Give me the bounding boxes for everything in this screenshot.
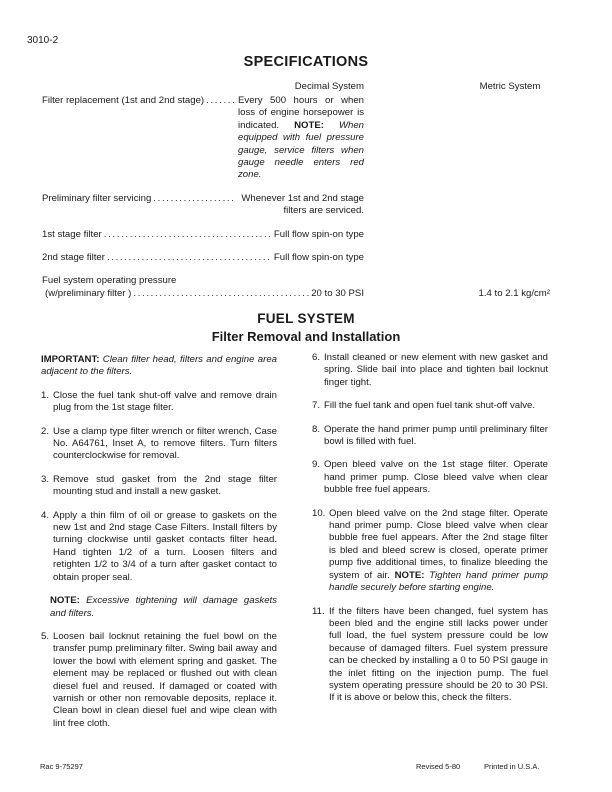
- step-5: 5. Loosen bail locknut retaining the fuel bowl on the transfer pump preliminary filter. Swing bail away and lower the bowl with element spring and gasket. The element may be replaced or flushed out with clean diesel fuel and reused. If damaged or coated with varnish or other non removable deposits, replace it. Clean bowl in clean diesel fuel and wipe clean with lint free cloth.: [41, 630, 277, 729]
- fuel-system-subtitle: Filter Removal and Installation: [211, 329, 401, 344]
- step-4: 4. Apply a thin film of oil or grease to gaskets on the new 1st and 2nd stage Case Filters. Install filters by turning clockwise until gasket contacts filter head. Hand tighten 1/2 of a turn. Loosen filters and retighten 1/2 to 3/4 of a turn after gasket contact to obtain proper seal.: [41, 509, 277, 583]
- spec-row-preliminary-filter: [42, 193, 364, 218]
- spec-value: Whenever 1st and 2nd stage filters are serviced.: [241, 192, 364, 217]
- step-10: 10. Open bleed valve on the 2nd stage filter. Operate hand primer pump. Close bleed valve when clear bubble free fuel appears. After the 2nd stage filter is bled and bleed screw is closed, operate primer pump five additional times, to finalize bleeding the system of air. NOTE: Tighten hand primer pump handle securely before starting engine.: [312, 507, 549, 594]
- step-11: 11. If the filters have been changed, fuel system has been bled and the engine still lacks power under full load, the fuel system pressure could be low because of damaged filters. Fuel system pressure can be checked by installing a 0 to 50 PSI gauge in the inlet fitting on the injection pump. The fuel system operating pressure should be 20 to 30 PSI. If it is above or below this, check the filters.: [312, 605, 548, 704]
- spec-label: Preliminary filter servicing: [42, 192, 152, 204]
- step-7: 7. Fill the fuel tank and open fuel tank shut-off valve.: [312, 400, 536, 412]
- step-3: 3. Remove stud gasket from the 2nd stage filter mounting stud and install a new gasket.: [41, 473, 277, 498]
- spec-row-1st-stage: [42, 229, 364, 241]
- spec-row-filter-replacement: [42, 95, 364, 182]
- metric-system-header: Metric System: [479, 81, 541, 92]
- important-note: IMPORTANT: Clean filter head, filters and engine area adjacent to the filters.: [41, 354, 277, 378]
- step-6: 6. Install cleaned or new element with new gasket and spring. Slide bail into place and tighten bail locknut finger tight.: [312, 352, 548, 388]
- spec-label: Fuel system operating pressure: [42, 275, 177, 287]
- spec-value: Full flow spin-on type: [273, 252, 364, 264]
- decimal-system-header: Decimal System: [294, 81, 364, 92]
- spec-label: Filter replacement (1st and 2nd stage): [42, 95, 205, 106]
- left-column: [41, 354, 277, 741]
- dot-leader: [107, 252, 272, 264]
- spec-label: 2nd stage filter: [42, 252, 105, 264]
- spec-row-2nd-stage: [42, 252, 364, 264]
- fuel-system-title: FUEL SYSTEM: [257, 311, 355, 326]
- dot-leader: [104, 229, 272, 241]
- footer-doc-number: Rac 9-75297: [40, 762, 83, 771]
- dot-leader: [153, 193, 236, 205]
- specifications-title: SPECIFICATIONS: [243, 54, 369, 70]
- step-8: 8. Operate the hand primer pump until preliminary filter bowl is filled with fuel.: [312, 423, 548, 448]
- footer-revised: Revised 5-80: [416, 762, 461, 771]
- spec-label: (w/preliminary filter ): [45, 287, 132, 299]
- spec-value: 20 to 30 PSI: [311, 287, 364, 299]
- step-4-note: NOTE: Excessive tightening will damage gaskets and filters.: [50, 595, 277, 619]
- dot-leader: [133, 288, 309, 300]
- spec-value: Every 500 hours or when loss of engine horsepower is indicated. NOTE: When equipped with fuel pressure gauge, service filters when gauge needle enters red zone.: [238, 95, 364, 181]
- spec-value: Full flow spin-on type: [273, 228, 364, 240]
- step-9: 9. Open bleed valve on the 1st stage filter. Operate hand primer pump. Close bleed valve when clear bubble free fuel appears.: [312, 459, 548, 496]
- step-2: 2. Use a clamp type filter wrench or filter wrench, Case No. A64761, Inset A, to remove filters. Turn filters counterclockwise for removal.: [41, 425, 277, 462]
- spec-row-operating-pressure: [42, 287, 550, 300]
- specifications-table: [42, 95, 550, 311]
- spec-label: 1st stage filter: [42, 228, 102, 240]
- footer-printed: Printed in U.S.A.: [484, 762, 540, 771]
- spec-metric-value: 1.4 to 2.1 kg/cm²: [478, 287, 550, 299]
- page-number: 3010-2: [27, 35, 59, 46]
- dot-leader: [206, 95, 236, 107]
- right-column: [312, 352, 548, 716]
- step-1: 1. Close the fuel tank shut-off valve and remove drain plug from the 1st stage filter.: [41, 389, 277, 414]
